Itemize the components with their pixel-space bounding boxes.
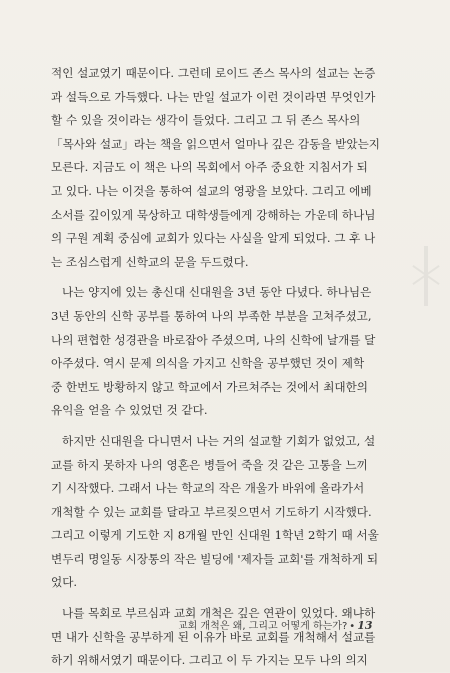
- paragraph-1-line-6: 고 있다. 나는 이것을 통하여 설교의 영광을 보았다. 그리고 에베: [51, 183, 372, 198]
- paragraph-2-line-6: 유익을 얻을 수 있었던 것 같다.: [51, 403, 208, 418]
- paragraph-3-line-5: 그리고 이렇게 기도한 지 8개월 만인 신대원 1학년 2학기 때 서울: [51, 528, 379, 543]
- paragraph-1-line-9: 는 조심스럽게 신학교의 문을 두드렸다.: [51, 254, 249, 269]
- paragraph-3-line-2: 교를 하지 못하자 나의 영혼은 병들어 죽을 것 같은 고통을 느끼: [51, 457, 368, 472]
- paragraph-2-line-4: 아주셨다. 역시 문제 의식을 가지고 신학을 공부했던 것이 제학: [51, 356, 365, 371]
- paragraph-1-line-2: 과 설득으로 가득했다. 나는 만일 설교가 이런 것이라면 무엇인가: [51, 89, 376, 104]
- paragraph-2-line-1: 나는 양지에 있는 총신대 신대원을 3년 동안 다녔다. 하나님은: [62, 285, 372, 300]
- paragraph-3-line-3: 기 시작했다. 그래서 나는 학교의 작은 개울가 바위에 올라가서: [51, 481, 365, 496]
- paragraph-3-line-4: 개척할 수 있는 교회를 달라고 부르짖으면서 기도하기 시작했다.: [51, 504, 372, 519]
- paragraph-2-line-2: 3년 동안의 신학 공부를 통하여 나의 부족한 부분을 고쳐주셨고,: [51, 308, 372, 323]
- paragraph-3-line-7: 었다.: [51, 575, 78, 590]
- paragraph-2-line-5: 중 한번도 방황하지 않고 학교에서 가르쳐주는 것에서 최대한의: [51, 379, 368, 394]
- paragraph-2-line-3: 나의 편협한 성경관을 바로잡아 주셨으며, 나의 신학에 날개를 달: [51, 332, 376, 347]
- page-number: 13: [357, 619, 373, 632]
- paragraph-4-line-2: 면 내가 신학을 공부하게 된 이유가 바로 교회를 개척해서 설교를: [51, 629, 376, 644]
- paragraph-1-line-7: 소서를 깊이있게 묵상하고 대학생들에게 강해하는 가운데 하나님: [51, 207, 376, 222]
- paragraph-1-line-8: 의 구원 계획 중심에 교회가 있다는 사실을 알게 되었다. 그 후 나: [51, 231, 376, 246]
- footer-separator: •: [349, 621, 356, 632]
- paragraph-1-line-3: 할 수 있을 것이라는 생각이 들었다. 그리고 그 뒤 존스 목사의: [51, 113, 361, 128]
- paragraph-1-line-5: 모른다. 지금도 이 책은 나의 목회에서 아주 중요한 지침서가 되: [51, 160, 368, 175]
- cross-watermark-icon: [408, 246, 444, 306]
- paragraph-1-line-1: 적인 설교였기 때문이다. 그런데 로이드 존스 목사의 설교는 논증: [51, 66, 376, 80]
- paragraph-1-line-4: 「목사와 설교」라는 책을 읽으면서 얼마나 깊은 감동을 받았는지: [51, 136, 380, 151]
- running-title: 교회 개척은 왜, 그리고 어떻게 하는가?: [178, 621, 348, 632]
- paragraph-3-line-6: 변두리 명일동 시장통의 작은 빌딩에 '제자들 교회'를 개척하게 되: [51, 551, 379, 566]
- paragraph-4-line-3: 하기 위해서였기 때문이다. 그리고 이 두 가지는 모두 나의 의지: [51, 653, 368, 668]
- paragraph-4-line-1: 나를 목회로 부르심과 교회 개척은 깊은 연관이 있었다. 왜냐하: [62, 606, 376, 621]
- body-text: [51, 62, 403, 673]
- paragraph-3-line-1: 하지만 신대원을 다니면서 나는 거의 설교할 기회가 없었고, 설: [62, 433, 376, 448]
- page-footer: [178, 617, 408, 632]
